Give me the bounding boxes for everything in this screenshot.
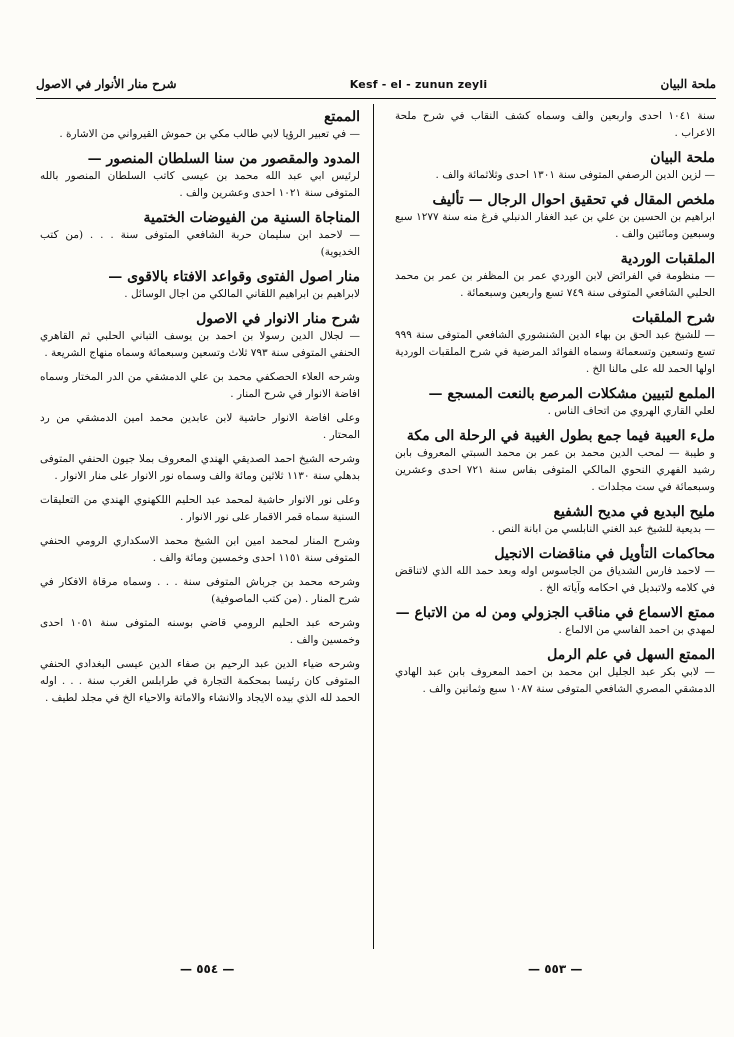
entry xyxy=(40,268,360,303)
entry-text: — لزين الدين الرصفي المتوفى سنة ١٣٠١ احدى وثلاثمائة والف . xyxy=(435,169,715,181)
entry-text: — لاحمد ابن سليمان حربة الشافعي المتوفى سنة . . . (من كتب الخديوية) xyxy=(40,229,360,258)
entry-title: منار اصول الفتوى وقواعد الافتاء بالاقوى — xyxy=(108,269,360,285)
entry xyxy=(40,615,360,649)
entry-text: و طيبة — لمحب الدين محمد بن عمر بن محمد السبتي المعروف بابن رشيد الفهري النحوي المالكي المتوفى بفاس سنة ٧٢١ احدى وعشرين وسبعمائة في ست مجلدات . xyxy=(395,447,715,493)
entry-title: ملخص المقال في تحقيق احوال الرجال — تأليف xyxy=(432,192,715,208)
entry-title: الملمع لتبيين مشكلات المرصع بالنعت المسجع — xyxy=(428,386,715,402)
entry xyxy=(40,451,360,485)
header-center-title: Kesf - el - zunun zeyli xyxy=(349,77,488,91)
entry xyxy=(395,427,715,496)
entry-title: المناجاة السنية من الفيوضات الختمية xyxy=(143,210,360,226)
entry-title: الملقبات الوردية xyxy=(620,251,715,267)
entry-title: الممتع xyxy=(323,109,360,125)
entry-text: — للشيخ عبد الحق بن بهاء الدين الشنشوري الشافعي المتوفى سنة ٩٩٩ تسع وتسعين وتسعمائة وسماه الفوائد المرضية في شرح الملقبات الوردية اولها الحمد لله على مالنا الخ . xyxy=(395,329,715,375)
entry xyxy=(395,250,715,302)
entry-text: وشرحه الشيخ احمد الصديقي الهندي المعروف بملا جيون الحنفي المتوفى بدهلي سنة ١١٣٠ ثلاثين ومائة والف وسماه نور الانوار على منار الانوار . xyxy=(40,453,360,482)
entry-title: شرح الملقبات xyxy=(631,310,715,326)
entry-text: وشرحه محمد بن جرباش المتوفى سنة . . . وسماه مرقاة الافكار في شرح المنار . (من كتب الماصوفية) xyxy=(40,576,360,605)
entry-title: مليح البديع في مديح الشفيع xyxy=(553,504,715,520)
entry xyxy=(395,149,715,184)
entry xyxy=(40,150,360,202)
entry-text: وشرحه العلاء الحصكفي محمد بن علي الدمشقي من الدر المختار وسماه افاضة الانوار في شرح المنار . xyxy=(40,371,360,400)
entry xyxy=(40,209,360,261)
entry-text: لمهدي بن احمد الفاسي من الالماع . xyxy=(558,624,715,636)
entry-text: — في تعبير الرؤيا لابي طالب مكي بن حموش القيرواني من الاشارة . xyxy=(59,128,360,140)
header-right-title: ملحة البيان xyxy=(660,77,716,91)
column-divider xyxy=(373,104,374,949)
entry-text: وعلى افاضة الانوار حاشية لابن عابدين محمد امين الدمشقي من رد المحتار . xyxy=(40,412,360,441)
entry xyxy=(395,309,715,378)
entry-text: — لابي بكر عبد الجليل ابن محمد بن احمد المعروف بابن عبد الهادي الدمشقي المصري الشافعي المتوفى سنة ١٠٨٧ سبع وثمانين والف . xyxy=(395,666,715,695)
entry-title: الممتع السهل في علم الرمل xyxy=(547,647,715,663)
entry-text: — بديعية للشيخ عبد الغني النابلسي من ابانة النص . xyxy=(491,523,715,535)
entry-title: المدود والمقصور من سنا السلطان المنصور — xyxy=(87,151,360,167)
page-number-left: — ٥٥٤ — xyxy=(180,962,235,976)
right-column xyxy=(395,108,715,938)
entry-title: ملء العيبة فيما جمع بطول الغيبة في الرحلة الى مكة xyxy=(406,428,715,444)
entry-text: — لاحمد فارس الشدياق من الجاسوس اوله وبعد حمد الله الذي لاتناقض في كلامه ولاتبديل في احكامه وآياته الخ . xyxy=(395,565,715,594)
entry-title: شرح منار الانوار في الاصول xyxy=(196,311,360,327)
entry-text: لرئيس ابي عبد الله محمد بن عيسى كاتب السلطان المنصور بالله المتوفى سنة ١٠٢١ احدى وعشرين والف . xyxy=(40,170,360,199)
entry xyxy=(40,656,360,707)
entry xyxy=(395,385,715,420)
entry xyxy=(395,503,715,538)
entry xyxy=(40,533,360,567)
left-column xyxy=(40,108,360,938)
entry xyxy=(395,545,715,597)
entry xyxy=(40,492,360,526)
entry xyxy=(395,604,715,639)
entry xyxy=(40,410,360,444)
page-header xyxy=(36,72,716,96)
entry-text: وشرح المنار لمحمد امين ابن الشيخ محمد الاسكداري الرومي الحنفي المتوفى سنة ١١٥١ احدى وخمسين ومائة والف . xyxy=(40,535,360,564)
entry-text: — لجلال الدين رسولا بن احمد بن يوسف التباني الحلبي ثم القاهري الحنفي المتوفى سنة ٧٩٣ ثلاث وتسعين وسبعمائة وسماه منهاج الشريعة . xyxy=(40,330,360,359)
header-left-title: شرح منار الأنوار في الاصول xyxy=(36,77,177,91)
entry-text: وشرحه عبد الحليم الرومي قاضي بوسنه المتوفى سنة ١٠٥١ احدى وخمسين والف . xyxy=(40,617,360,646)
entry xyxy=(395,191,715,243)
entry-title: ملحة البيان xyxy=(650,150,715,166)
entry xyxy=(395,646,715,698)
entry xyxy=(40,108,360,143)
entry-title: محاكمات التأويل في مناقضات الانجيل xyxy=(494,546,715,562)
entry-text: لابراهيم بن ابراهيم اللقاني المالكي من اجال الوسائل . xyxy=(124,288,360,300)
entry xyxy=(395,108,715,142)
entry-title: ممتع الاسماع في مناقب الجزولي ومن له من الاتباع — xyxy=(395,605,715,621)
entry-text: سنة ١٠٤١ احدى واربعين والف وسماه كشف النقاب في شرح ملحة الاعراب . xyxy=(395,110,715,139)
page-number-right: — ٥٥٣ — xyxy=(528,962,583,976)
entry xyxy=(40,369,360,403)
entry-text: وعلى نور الانوار حاشية لمحمد عبد الحليم اللكهنوي الهندي من التعليقات السنية سماه قمر الاقمار على نور الانوار . xyxy=(40,494,360,523)
entry-text: ابراهيم بن الحسين بن علي بن عبد الغفار الدنبلي فرغ منه سنة ١٢٧٧ سبع وسبعين ومائتين والف . xyxy=(395,211,715,240)
entry-text: وشرحه ضياء الدين عبد الرحيم بن صفاء الدين عيسى البغدادي الحنفي المتوفى كان رئيسا بمحكمة التجارة في طرابلس الغرب سنة . . . اوله الحمد لله الذي بيده الايجاد والانشاء والاماتة والاحياء الخ في مجلد لطيف . xyxy=(40,658,360,704)
entry-text: لعلي القاري الهروي من اتحاف الناس . xyxy=(547,405,715,417)
entry xyxy=(40,310,360,362)
entry-text: — منظومة في الفرائض لابن الوردي عمر بن المظفر بن عمر بن محمد الحلبي الشافعي المتوفى سنة ٧٤٩ تسع واربعين وسبعمائة . xyxy=(395,270,715,299)
header-rule xyxy=(36,98,716,99)
entry xyxy=(40,574,360,608)
